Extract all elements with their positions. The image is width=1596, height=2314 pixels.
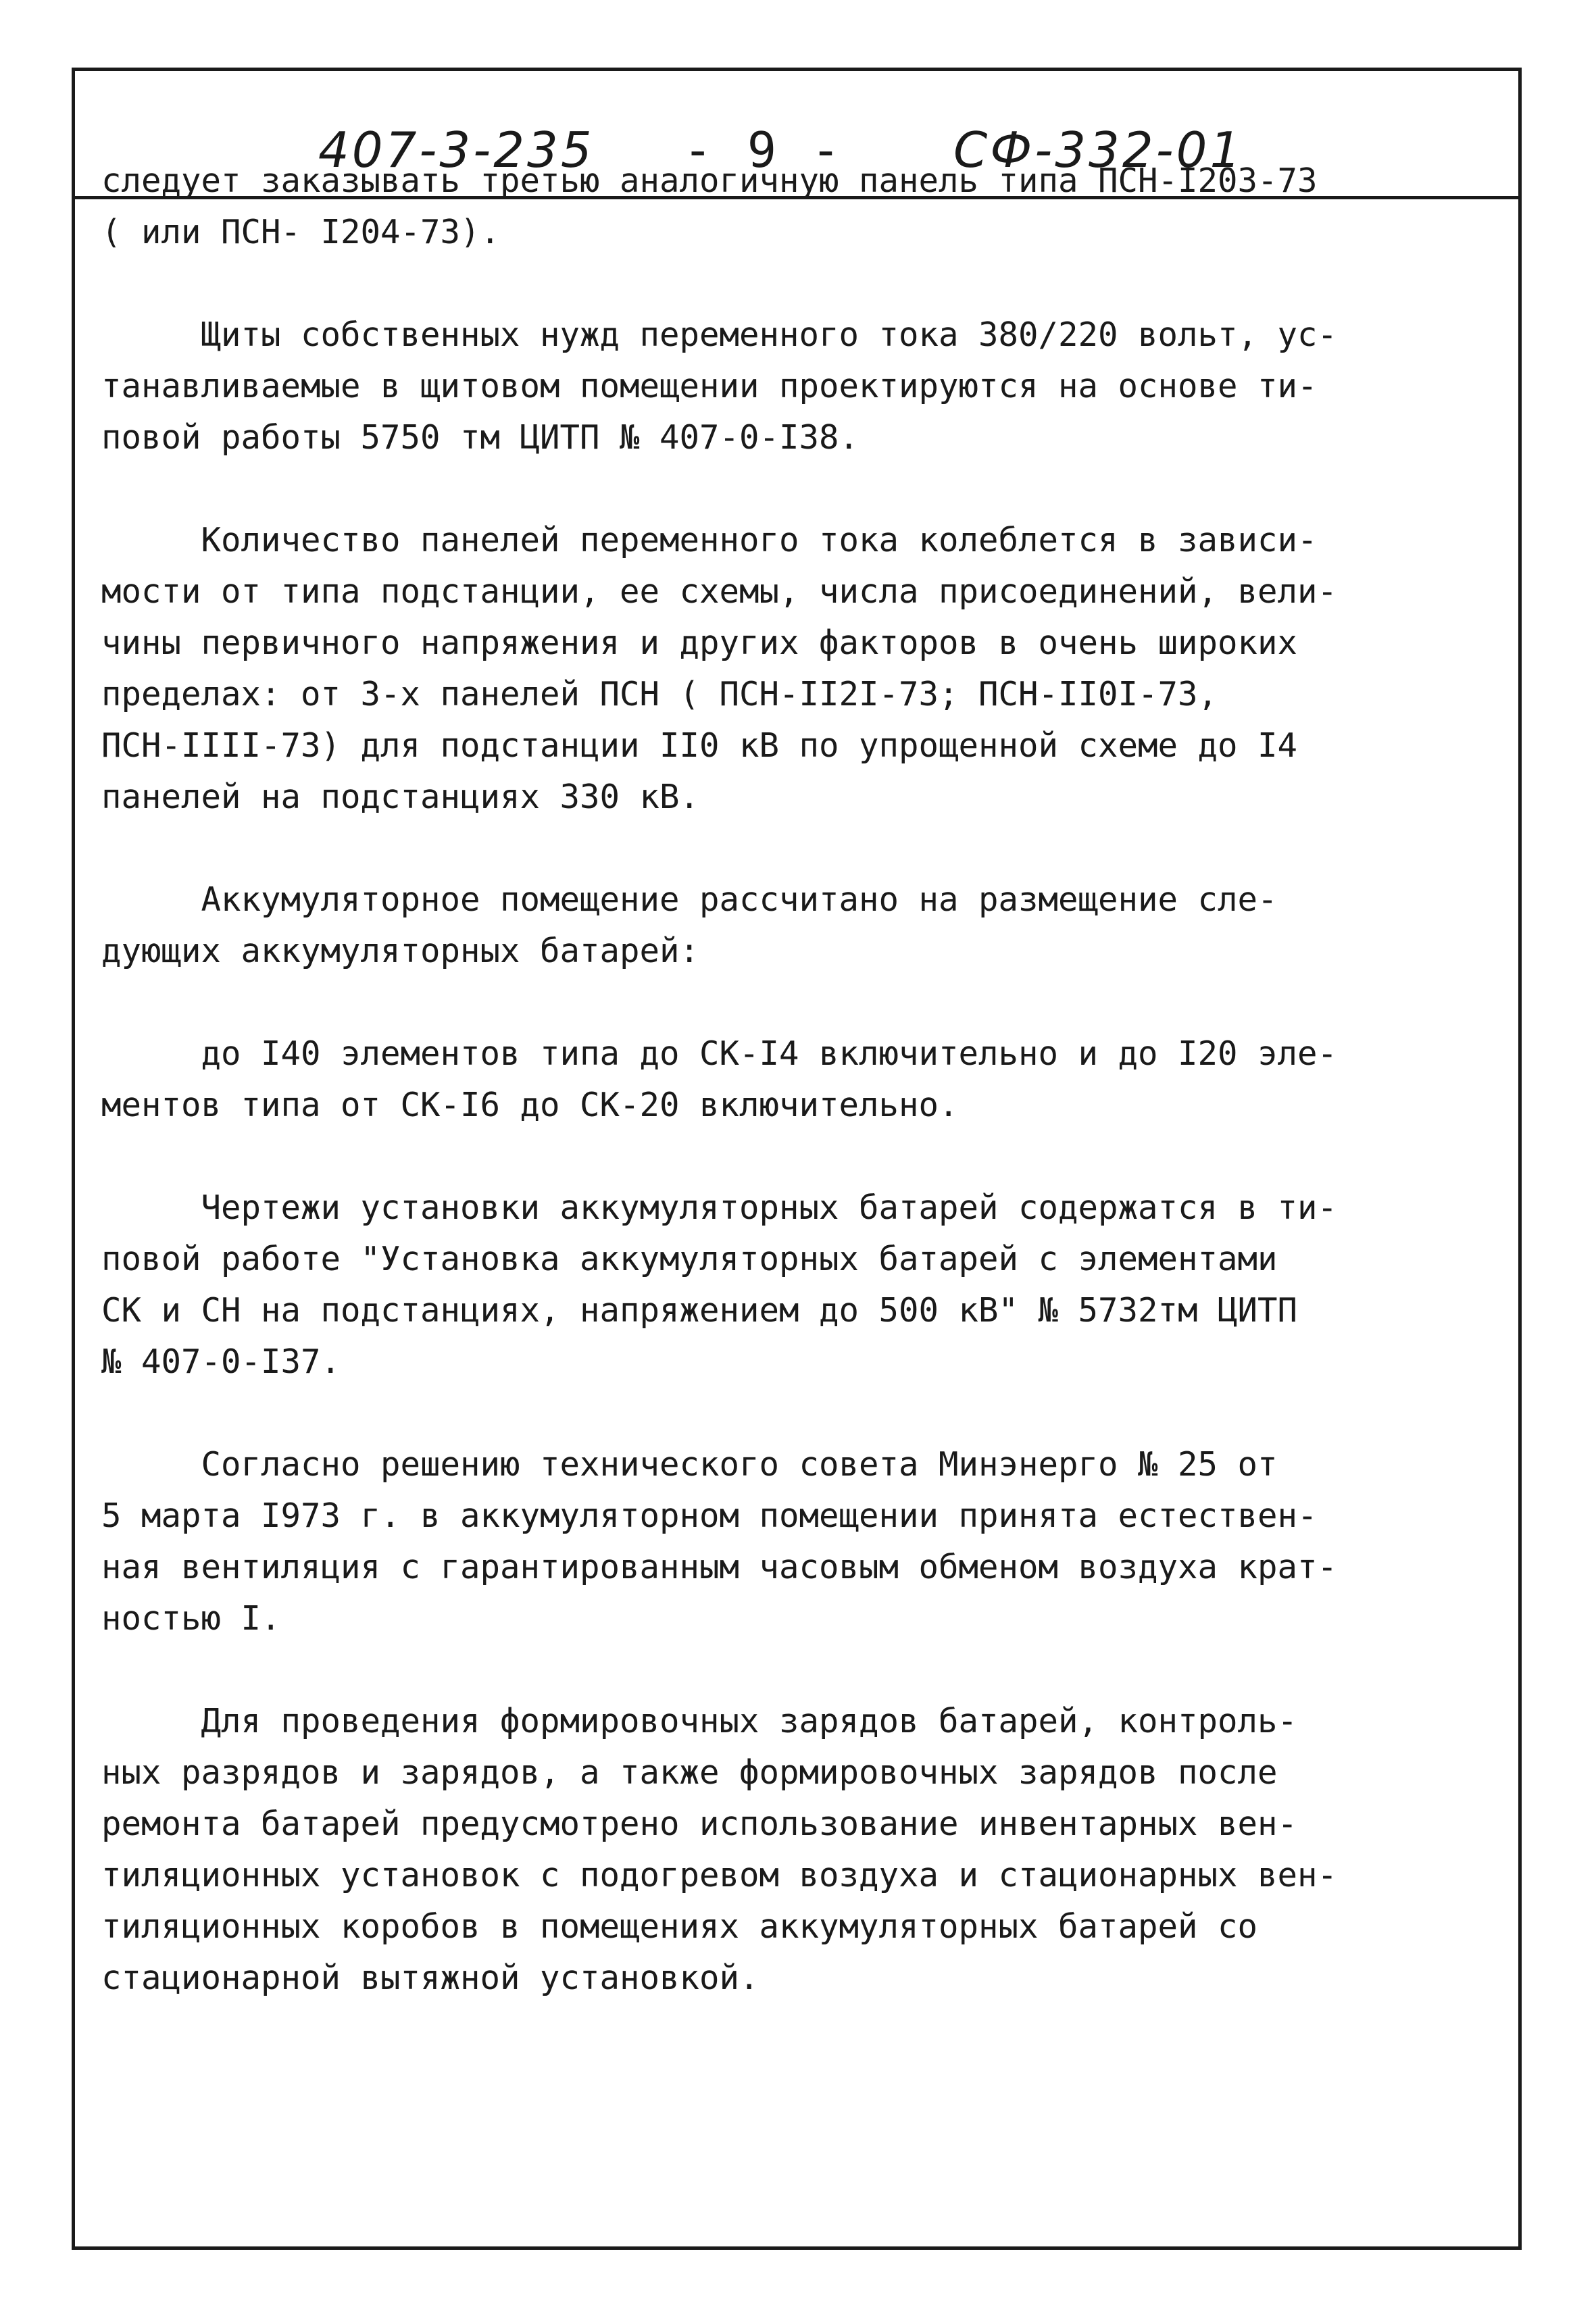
text-line: Аккумуляторное помещение рассчитано на размещение сле- [101,880,1278,919]
document-number: 407-3-235 [318,122,595,178]
text-line: дующих аккумуляторных батарей: [101,932,700,970]
paragraph [101,1182,1446,1388]
paragraph [101,1696,1446,2004]
text-line: тиляционных коробов в помещениях аккумуляторных батарей со [101,1907,1258,1946]
text-line: Для проведения формировочных зарядов батарей, контроль- [101,1702,1298,1740]
text-line: тиляционных установок с подогревом воздуха и стационарных вен- [101,1856,1338,1894]
text-line: Согласно решению технического совета Минэнерго № 25 от [101,1445,1278,1484]
text-line: СК и СН на подстанциях, напряжением до 500 кВ" № 5732тм ЦИТП [101,1291,1298,1330]
text-line: № 407-0-I37. [101,1342,341,1381]
paragraph [101,155,1446,258]
text-line: пределах: от 3-х панелей ПСН ( ПСН-II2I-73; ПСН-II0I-73, [101,675,1218,713]
paragraph [101,874,1446,977]
paragraph [101,1439,1446,1644]
page-number: - 9 - [683,122,843,178]
text-line: ная вентиляция с гарантированным часовым обменом воздуха крат- [101,1548,1338,1586]
text-line: чины первичного напряжения и других факторов в очень широких [101,624,1298,662]
text-line: панелей на подстанциях 330 кВ. [101,778,700,816]
text-line: повой работе "Установка аккумуляторных батарей с элементами [101,1240,1278,1278]
document-body [101,155,1446,2055]
text-line: следует заказывать третью аналогичную панель типа ПСН-I203-73 [101,161,1318,200]
text-line: ных разрядов и зарядов, а также формировочных зарядов после [101,1753,1278,1792]
text-line: ремонта батарей предусмотрено использование инвентарных вен- [101,1805,1298,1843]
text-line: ностью I. [101,1599,281,1638]
text-line: ментов типа от СК-I6 до СК-20 включительно. [101,1086,959,1124]
paragraph [101,309,1446,463]
text-line: ПСН-IIII-73) для подстанции II0 кВ по упрощенной схеме до I4 [101,726,1298,765]
series-code: СФ-332-01 [953,122,1244,178]
text-line: Чертежи установки аккумуляторных батарей содержатся в ти- [101,1188,1338,1227]
text-line: Количество панелей переменного тока колеблется в зависи- [101,521,1318,559]
text-line: ( или ПСН- I204-73). [101,213,501,251]
text-line: танавливаемые в щитовом помещении проектируются на основе ти- [101,367,1318,405]
paragraph [101,1028,1446,1131]
text-line: до I40 элементов типа до СК-I4 включительно и до I20 эле- [101,1034,1338,1073]
text-line: стационарной вытяжной установкой. [101,1959,759,1997]
text-line: Щиты собственных нужд переменного тока 380/220 вольт, ус- [101,316,1338,354]
text-line: повой работы 5750 тм ЦИТП № 407-0-I38. [101,418,859,457]
text-line: мости от типа подстанции, ее схемы, числа присоединений, вели- [101,572,1338,611]
text-line: 5 марта I973 г. в аккумуляторном помещении принята естествен- [101,1496,1318,1535]
paragraph [101,515,1446,823]
